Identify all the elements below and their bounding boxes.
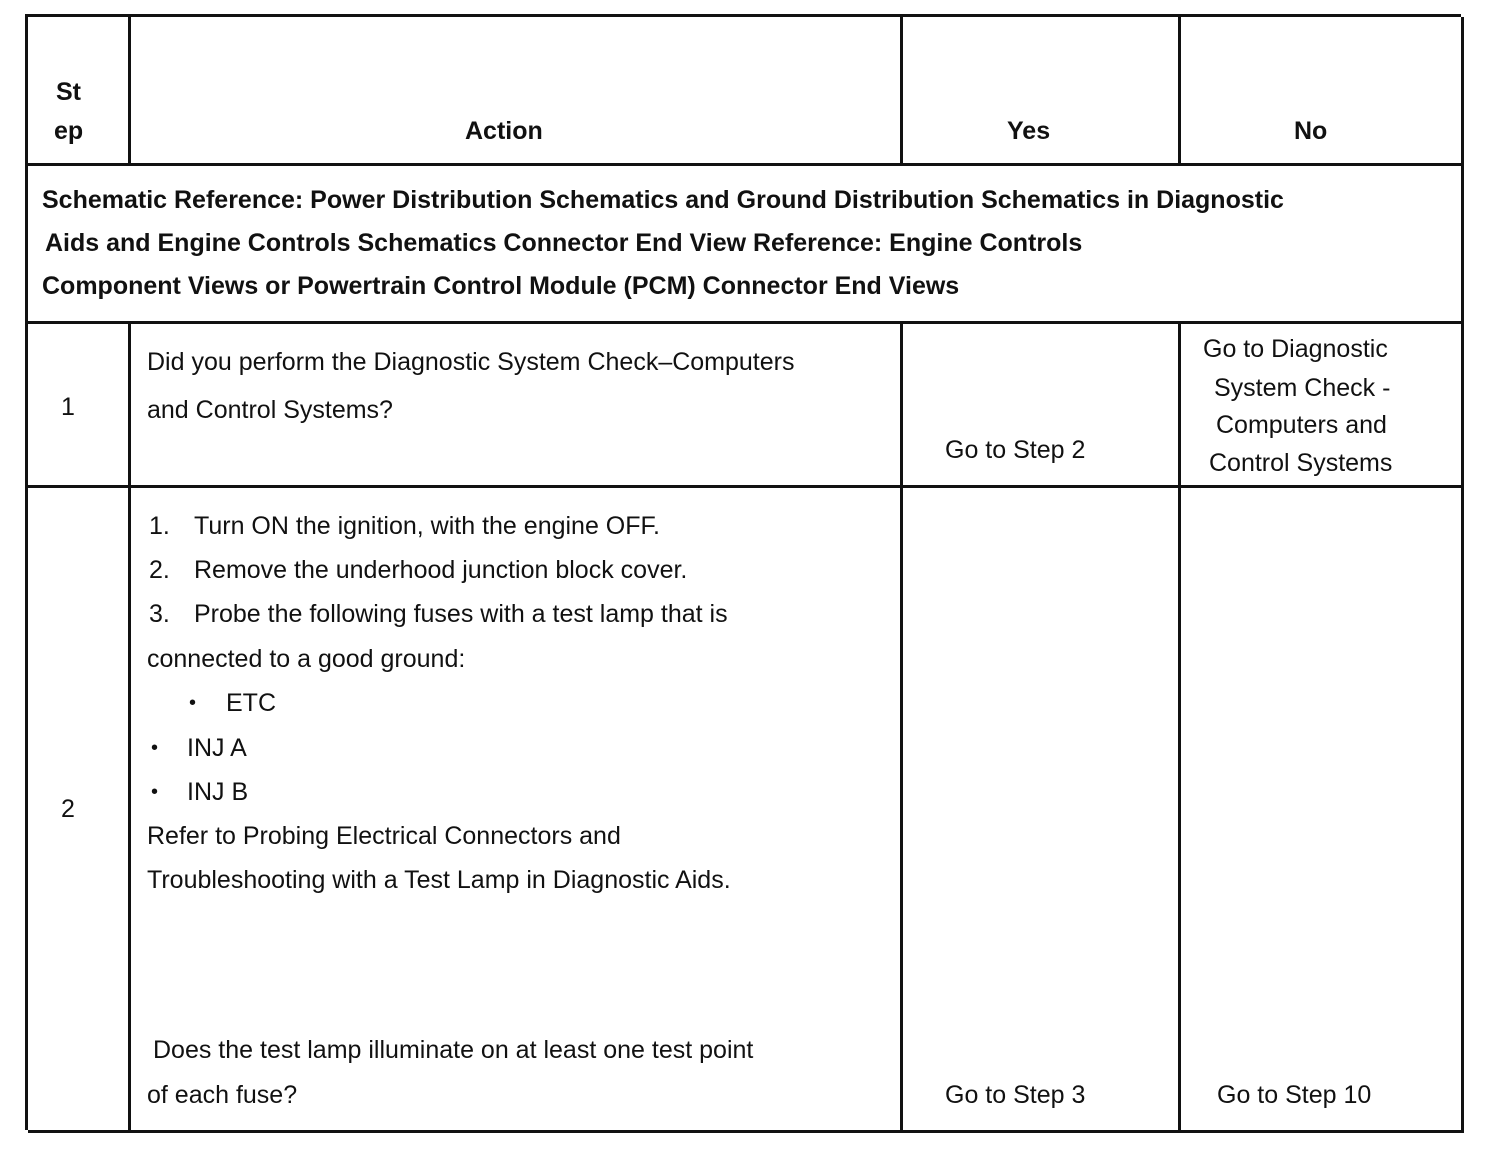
row2-refer-line1: Refer to Probing Electrical Connectors and [147, 822, 621, 850]
bullet-etc: ETC [226, 689, 276, 717]
row1-no-line4: Control Systems [1209, 449, 1393, 477]
row2-no-cell [1181, 488, 1464, 1133]
row1-no-line3: Computers and [1216, 411, 1387, 439]
header-step-cell [28, 17, 131, 166]
row1-yes-cell [903, 324, 1181, 488]
row2-step: 2 [61, 795, 75, 823]
header-no-cell [1181, 17, 1464, 166]
row2-yes: Go to Step 3 [945, 1081, 1086, 1109]
row2-refer-line2: Troubleshooting with a Test Lamp in Diagnostic Aids. [147, 866, 731, 894]
bullet-mark: • [151, 737, 159, 759]
row2-item3-continuation: connected to a good ground: [147, 645, 466, 673]
reference-line1: Schematic Reference: Power Distribution Schematics and Ground Distribution Schematics in Diagnostic [42, 186, 1284, 214]
row1-step: 1 [61, 393, 75, 421]
row2-question-line2: of each fuse? [147, 1081, 298, 1109]
header-yes-cell [903, 17, 1181, 166]
header-step-line1: St [56, 78, 81, 106]
header-yes: Yes [1007, 117, 1051, 145]
bullet-inj-a: INJ A [187, 734, 247, 762]
row2-yes-cell [903, 488, 1181, 1133]
row1-action-line2: and Control Systems? [147, 396, 393, 424]
row2-item1-num: 1. [149, 512, 170, 540]
row1-no-cell [1181, 324, 1464, 488]
row2-question-line1: Does the test lamp illuminate on at least one test point [153, 1036, 754, 1064]
reference-cell [28, 166, 1464, 324]
row2-no: Go to Step 10 [1217, 1081, 1372, 1109]
row2-item3-text: Probe the following fuses with a test lamp that is [194, 600, 728, 628]
row2-item1-text: Turn ON the ignition, with the engine OFF. [194, 512, 660, 540]
bullet-mark: • [189, 692, 197, 714]
header-action-cell [131, 17, 903, 166]
header-no: No [1294, 117, 1328, 145]
reference-line2: Aids and Engine Controls Schematics Connector End View Reference: Engine Controls [45, 229, 1083, 257]
row2-item3-num: 3. [149, 600, 170, 628]
bullet-mark: • [151, 781, 159, 803]
row2-item2-text: Remove the underhood junction block cover. [194, 556, 688, 584]
row1-no-line1: Go to Diagnostic [1203, 335, 1388, 363]
bullet-inj-b: INJ B [187, 778, 249, 806]
row2-item2-num: 2. [149, 556, 170, 584]
row1-step-cell [28, 324, 131, 488]
row1-action-line1: Did you perform the Diagnostic System Check–Computers [147, 348, 795, 376]
reference-line3: Component Views or Powertrain Control Module (PCM) Connector End Views [42, 272, 960, 300]
row2-step-cell [28, 488, 131, 1133]
row1-no-line2: System Check - [1214, 374, 1391, 402]
header-step-line2: ep [54, 117, 84, 145]
header-action: Action [465, 117, 543, 145]
diagnostic-table [25, 14, 1461, 1130]
row2-action-cell [131, 488, 903, 1133]
row1-yes: Go to Step 2 [945, 436, 1086, 464]
row1-action-cell [131, 324, 903, 488]
